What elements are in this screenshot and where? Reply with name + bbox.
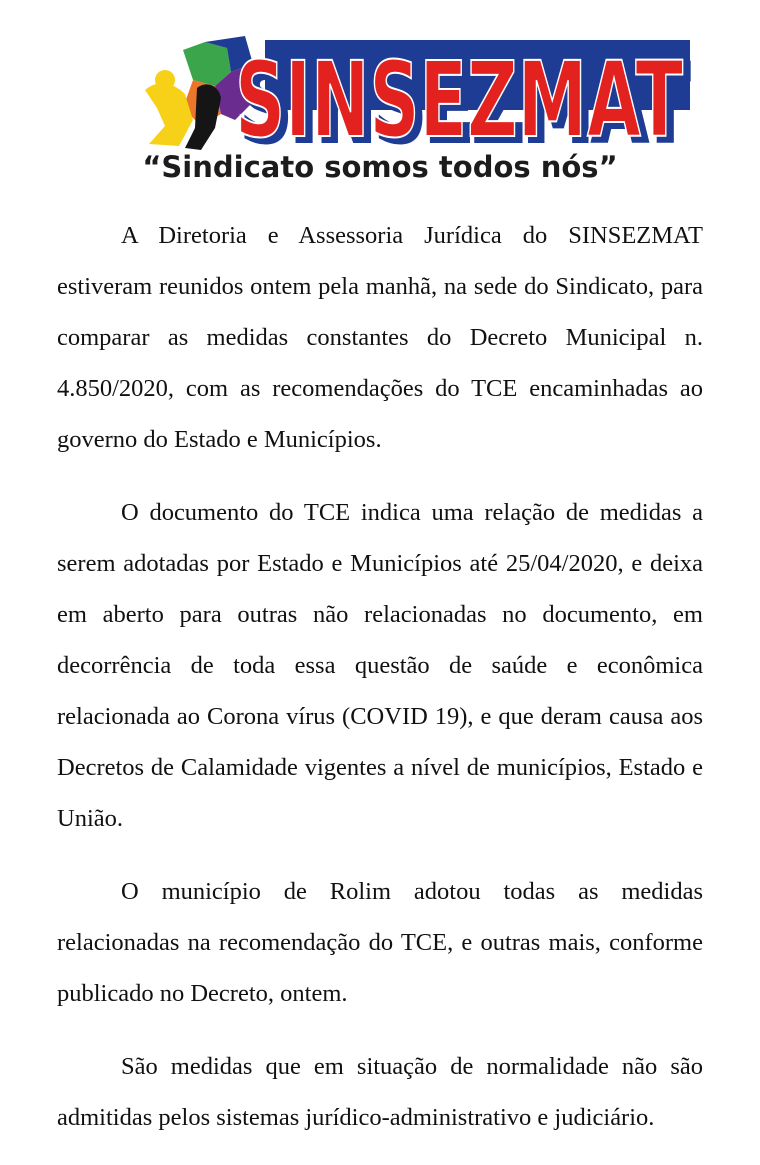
paragraph-3: O município de Rolim adotou todas as medidas relacionadas na recomendação do TCE, e outras mais, conforme publicado no Decreto, ontem.: [57, 878, 703, 1007]
paragraph-4: São medidas que em situação de normalidade não são admitidas pelos sistemas jurídico-administrativo e judiciário.: [57, 1053, 703, 1131]
logo-text: SINSEZMAT: [235, 39, 684, 158]
paragraph-2: O documento do TCE indica uma relação de medidas a serem adotadas por Estado e Municípios até 25/04/2020, e deixa em aberto para outras não relacionadas no documento, em decorrência de toda essa questão de saúde e econômica relacionada ao Corona vírus (COVID 19), e que deram causa aos Decretos de Calamidade vigentes a nível de municípios, Estado e União.: [57, 499, 703, 832]
logo-text-shadow: SINSEZMAT: [241, 43, 690, 158]
yellow-figure: [145, 83, 193, 146]
paragraph-1: A Diretoria e Assessoria Jurídica do SINSEZMAT estiveram reunidos ontem pela manhã, na sede do Sindicato, para comparar as medidas constantes do Decreto Municipal n. 4.850/2020, com as recomendações do TCE encaminhadas ao governo do Estado e Municípios.: [57, 222, 703, 453]
sinsezmat-logo: [135, 28, 695, 158]
slogan: “Sindicato somos todos nós”: [142, 150, 618, 184]
document-body: [57, 210, 703, 1165]
figure-head: [155, 70, 175, 90]
document-header: [0, 0, 760, 200]
